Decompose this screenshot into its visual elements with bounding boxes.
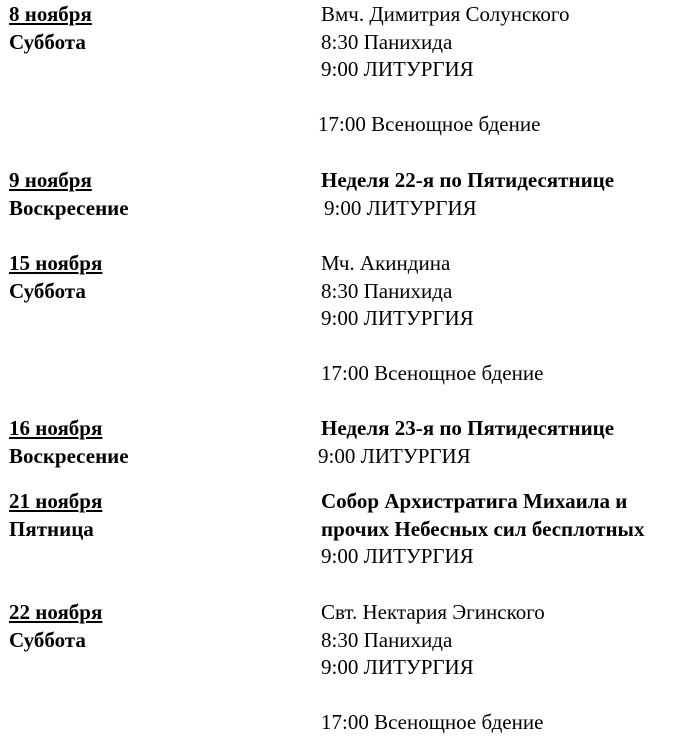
evening-service: 17:00 Всенощное бдение xyxy=(318,112,541,136)
event-column xyxy=(318,415,697,470)
spacer xyxy=(321,682,697,710)
event-column xyxy=(318,1,697,139)
day-weekday: Воскресение xyxy=(9,195,129,220)
date-column xyxy=(9,250,299,305)
service-time: 8:30 Панихида xyxy=(321,278,453,303)
day-date: 15 ноября xyxy=(9,251,103,275)
date-column xyxy=(9,599,299,654)
day-date: 16 ноября xyxy=(9,416,103,440)
day-date: 22 ноября xyxy=(9,600,103,624)
feast-title: Вмч. Димитрия Солунского xyxy=(321,2,570,26)
feast-title: Неделя 22-я по Пятидесятнице xyxy=(321,168,615,192)
event-column xyxy=(321,488,697,571)
service-time: 8:30 Панихида xyxy=(321,29,453,54)
event-column xyxy=(321,599,697,737)
day-weekday: Суббота xyxy=(9,278,86,303)
service-time: 9:00 ЛИТУРГИЯ xyxy=(324,195,477,220)
evening-service: 17:00 Всенощное бдение xyxy=(321,361,544,385)
feast-title: Неделя 23-я по Пятидесятнице xyxy=(321,416,615,440)
feast-title-line: Собор Архистратига Михаила и xyxy=(321,489,628,513)
feast-title-line: прочих Небесных сил бесплотных xyxy=(321,516,645,541)
date-column xyxy=(9,1,299,56)
event-column xyxy=(321,167,697,222)
day-weekday: Суббота xyxy=(9,29,86,54)
day-weekday: Воскресение xyxy=(9,443,129,468)
service-time: 9:00 ЛИТУРГИЯ xyxy=(321,57,474,81)
day-date: 21 ноября xyxy=(9,489,103,513)
service-time: 9:00 ЛИТУРГИЯ xyxy=(321,655,474,679)
service-time: 9:00 ЛИТУРГИЯ xyxy=(321,306,474,330)
evening-service: 17:00 Всенощное бдение xyxy=(321,710,544,734)
spacer xyxy=(321,333,697,361)
feast-title: Мч. Акиндина xyxy=(321,251,451,275)
service-time: 9:00 ЛИТУРГИЯ xyxy=(321,544,474,568)
day-weekday: Пятница xyxy=(9,516,94,541)
service-time: 9:00 ЛИТУРГИЯ xyxy=(318,443,471,468)
date-column xyxy=(9,167,299,222)
event-column xyxy=(321,250,697,388)
service-time: 8:30 Панихида xyxy=(321,627,453,652)
spacer xyxy=(321,84,697,112)
date-column xyxy=(9,415,299,470)
feast-title: Свт. Нектария Эгинского xyxy=(321,600,545,624)
day-weekday: Суббота xyxy=(9,627,86,652)
day-date: 8 ноября xyxy=(9,2,92,26)
day-date: 9 ноября xyxy=(9,168,92,192)
date-column xyxy=(9,488,299,543)
